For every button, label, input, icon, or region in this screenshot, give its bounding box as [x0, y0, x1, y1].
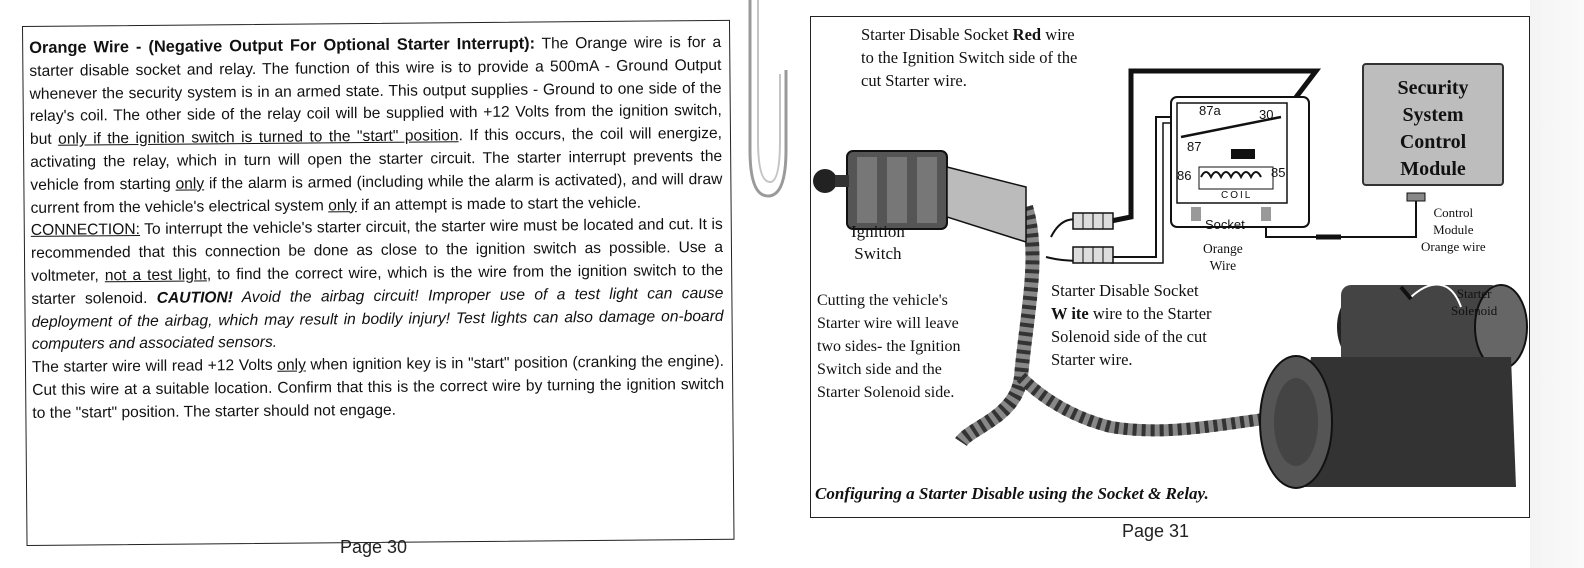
paper-clip-icon	[736, 0, 792, 200]
diagram-caption: Configuring a Starter Disable using the Socket & Relay.	[815, 484, 1209, 503]
next-page-bleed	[1530, 0, 1584, 568]
connection-label: CONNECTION:	[30, 221, 141, 240]
page-number-right: Page 31	[1122, 521, 1190, 541]
orange-wire-paragraph: Orange Wire - (Negative Output For Optional Starter Interrupt): The Orange wire is for a starter disable socket and relay. The function of this wire is to provide a 500mA - Ground Output whenever the security system is in an armed state. This output supplies - Ground to one side of the relay's coil. The other side of the relay coil will be supplied with +12 Volts from the ignition switch, but only if the ignition switch is turned to the "start" position. If this occurs, the coil will energize, activating the relay, which in turn will open the starter circuit. The starter interrupt prevents the vehicle from starting only if the alarm is armed (including while the alarm is activated), and will draw current from the vehicle's electrical system only if an attempt is made to start the vehicle.	[29, 33, 723, 217]
left-page-text-box	[22, 20, 735, 546]
relay-terminal-30: 30	[1259, 107, 1274, 122]
orange-wire-label: Orange Wire	[1203, 241, 1243, 273]
relay-terminal-87a: 87a	[1199, 103, 1221, 118]
connection-paragraph: CONNECTION: To interrupt the vehicle's starter circuit, the starter wire must be located and cut. It is recommended that this connection be done as close to the ignition switch as possible. Use a voltmeter, not a test light, to find the correct wire, which is the wire from the ignition switch to the starter solenoid. CAUTION! Avoid the airbag circuit! Improper use of a test light can cause deployment of the airbag, which may result in bodily injury! Test lights can also damage on-board computers and associated sensors.	[30, 216, 724, 354]
red-wire-label: Starter Disable Socket Red wire to the Ignition Switch side of the cut Starter wire.	[861, 25, 1078, 90]
cutting-wire-note: Cutting the vehicle's Starter wire will leave two sides- the Ignition Switch side and the Starter Solenoid side.	[817, 292, 961, 401]
wiring-diagram	[810, 16, 1530, 518]
relay-terminal-86: 86	[1177, 168, 1192, 183]
page-number-left: Page 30	[340, 537, 408, 557]
orange-wire-heading: Orange Wire - (Negative Output For Optional Starter Interrupt):	[29, 34, 536, 57]
control-module-orange-wire-label: Control Module Orange wire	[1421, 205, 1486, 254]
relay-terminal-87: 87	[1187, 139, 1202, 154]
ignition-switch-label: Ignition Switch	[851, 222, 905, 263]
starter-wire-paragraph: The starter wire will read +12 Volts only when ignition key is in "start" position (cranking the engine). Cut this wire at a suitable location. Confirm that this is the correct wire by turning the ignition switch to the "start" position. The starter should not engage.	[31, 353, 725, 422]
caution-label: CAUTION!	[156, 288, 234, 307]
socket-label: Socket	[1205, 217, 1245, 232]
security-system-control-module: Security System Control Module	[1362, 63, 1504, 186]
start-position-emphasis: only if the ignition switch is turned to the "start" position	[58, 127, 459, 148]
starter-solenoid-label: Starter Solenoid	[1451, 286, 1498, 318]
relay-coil-label: COIL	[1221, 190, 1253, 201]
relay-terminal-85: 85	[1271, 165, 1286, 180]
airbag-warning: Avoid the airbag circuit! Improper use of a test light can cause deployment of the airbag, which may result in bodily injury! Test lights can also damage on-board computers and associated sensors.	[31, 284, 724, 354]
white-wire-label: Starter Disable Socket W ite wire to the Starter Solenoid side of the cut Starter wire.	[1051, 281, 1212, 369]
